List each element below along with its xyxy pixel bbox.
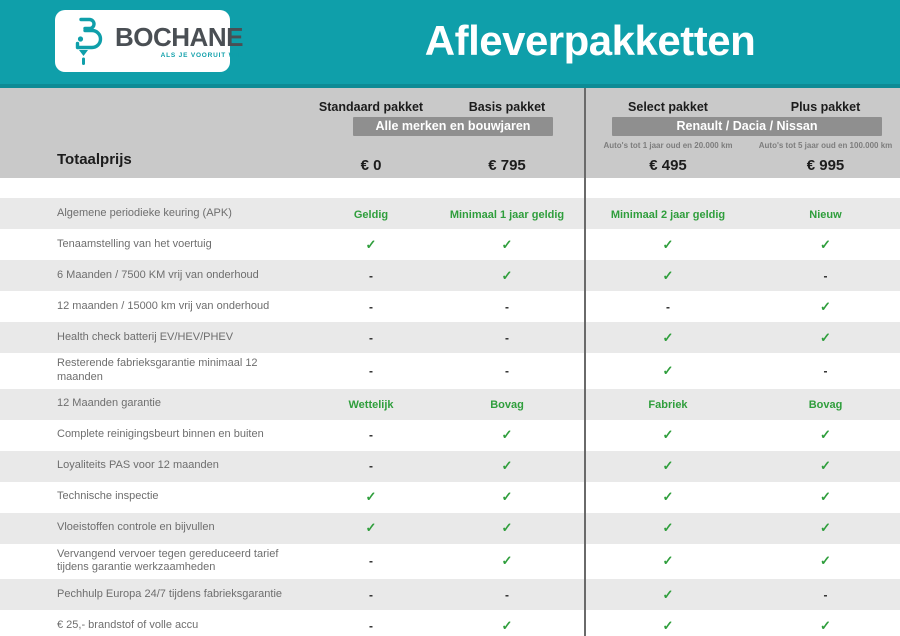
feature-value [429,267,585,285]
check-icon: ✓ [820,298,831,314]
column-header-plus-pakket: Plus pakket [790,99,861,114]
dash-icon: - [666,299,670,314]
group-divider-line [584,88,586,636]
feature-value [313,267,429,285]
brand-name: BOCHANE [115,21,243,52]
check-icon: ✓ [662,267,674,283]
check-icon: ✓ [501,617,513,633]
feature-value [751,395,900,413]
check-icon: ✓ [820,458,831,473]
brand-logo [55,10,243,72]
feature-label: Vervangend vervoer tegen gereduceerd tarief tijdens garantie werkzaamheden [57,547,279,574]
feature-value [429,586,585,604]
feature-label: 12 maanden / 15000 km vrij van onderhoud [57,299,270,312]
feature-value [585,236,751,254]
check-icon: ✓ [662,458,674,473]
check-icon: ✓ [501,267,513,283]
check-icon: ✓ [365,489,377,504]
check-icon: ✓ [820,520,831,535]
value-text: Minimaal 1 jaar geldig [449,208,565,221]
feature-label: 12 Maanden garantie [57,397,161,410]
check-icon: ✓ [365,520,377,535]
check-icon: ✓ [820,553,831,569]
dash-icon: - [505,363,509,378]
feature-label: Technische inspectie [57,490,159,503]
feature-table-body [0,198,900,636]
feature-value [429,298,585,316]
check-icon: ✓ [501,489,513,504]
dash-icon: - [369,363,373,378]
feature-row [0,482,900,513]
check-icon: ✓ [501,458,513,473]
column-header-standaard-pakket: Standaard pakket [318,99,424,114]
feature-row [0,451,900,482]
feature-value [429,362,585,380]
feature-value [585,519,751,537]
value-text: Wettelijk [348,399,394,411]
feature-value [751,488,900,506]
feature-value [313,329,429,347]
feature-value [751,426,900,444]
check-icon: ✓ [662,427,674,442]
header [0,0,900,88]
check-icon: ✓ [820,329,831,345]
dash-icon: - [369,299,373,314]
dash-icon: - [505,299,509,314]
feature-value [429,236,585,254]
check-icon: ✓ [662,553,674,569]
feature-row [0,513,900,544]
feature-label: € 25,- brandstof of volle accu [57,618,199,631]
check-icon: ✓ [662,520,674,535]
check-icon: ✓ [662,617,674,633]
column-price-select: € 495 [649,156,687,174]
column-price-plus: € 995 [806,156,845,174]
dash-icon: - [505,587,509,602]
feature-value [313,362,429,380]
dash-icon: - [369,268,373,283]
feature-value [313,617,429,635]
table-header [0,88,900,178]
check-icon: ✓ [501,553,513,569]
feature-value [751,552,900,570]
feature-value [751,236,900,254]
feature-row [0,579,900,610]
feature-value [585,362,751,380]
feature-value [751,329,900,347]
feature-value [429,205,585,223]
feature-value [585,488,751,506]
value-text: Bovag [808,399,843,411]
check-icon: ✓ [820,489,831,504]
feature-value [585,617,751,635]
check-icon: ✓ [365,236,377,252]
check-icon: ✓ [662,329,674,345]
check-icon: ✓ [662,362,674,378]
feature-value [585,298,751,316]
feature-label: Complete reinigingsbeurt binnen en buiten [57,428,264,441]
feature-row [0,260,900,291]
value-text: Bovag [490,399,524,411]
feature-value [585,395,751,413]
feature-value [313,586,429,604]
column-header-basis-pakket: Basis pakket [468,99,546,114]
check-icon: ✓ [662,489,674,504]
feature-value [585,267,751,285]
brand-tagline: ALS JE VOORUIT WIL [160,51,243,59]
dash-icon: - [823,363,828,378]
feature-value [751,617,900,635]
dash-icon: - [369,554,373,569]
group-banner-renault-dacia-nissan: Renault / Dacia / Nissan [612,117,882,136]
feature-value [429,519,585,537]
feature-value [313,519,429,537]
dash-icon: - [823,587,828,602]
feature-label: Resterende fabrieksgarantie minimaal 12 maanden [57,357,258,383]
dash-icon: - [369,330,373,345]
dash-icon: - [369,459,373,473]
feature-row [0,229,900,260]
feature-row [0,291,900,322]
value-text: Minimaal 2 jaar geldig [610,208,726,221]
feature-row [0,544,900,580]
feature-row [0,322,900,353]
feature-row [0,389,900,420]
feature-label: Tenaamstelling van het voertuig [57,237,212,250]
dash-icon: - [823,268,828,283]
feature-value [751,586,900,604]
feature-value [313,552,429,570]
feature-value [585,586,751,604]
feature-value [585,205,751,223]
logo-dot [78,36,83,41]
value-text: Fabriek [648,399,688,411]
check-icon: ✓ [501,520,513,535]
feature-value [585,426,751,444]
feature-value [751,267,900,285]
feature-value [429,617,585,635]
feature-value [429,488,585,506]
feature-value [313,457,429,475]
feature-value [313,205,429,223]
feature-value [313,395,429,413]
total-price-label: Totaalprijs [57,151,132,168]
feature-value [751,205,900,223]
bochane-logo-icon [67,15,109,67]
column-sublabel-plus: Auto's tot 5 jaar oud en 100.000 km [758,141,893,150]
feature-label: Pechhulp Europa 24/7 tijdens fabrieksgarantie [57,587,283,600]
feature-value [585,457,751,475]
feature-row [0,610,900,636]
check-icon: ✓ [662,236,674,252]
feature-value [751,362,900,380]
feature-value [751,457,900,475]
feature-label: Health check batterij EV/HEV/PHEV [57,330,234,343]
feature-value [313,298,429,316]
value-text: Nieuw [809,208,842,221]
feature-value [429,457,585,475]
dash-icon: - [369,428,373,442]
dash-icon: - [369,587,373,602]
feature-label: 6 Maanden / 7500 KM vrij van onderhoud [57,268,259,281]
feature-value [429,395,585,413]
feature-value [751,519,900,537]
column-price-standaard: € 0 [360,156,382,174]
logo-tail [79,50,88,56]
check-icon: ✓ [501,236,513,252]
page-title: Afleverpakketten [424,17,756,64]
feature-value [585,329,751,347]
feature-value [429,329,585,347]
feature-value [585,552,751,570]
column-sublabel-select: Auto's tot 1 jaar oud en 20.000 km [603,141,733,150]
column-price-basis: € 795 [488,156,526,174]
check-icon: ✓ [820,617,831,633]
feature-value [751,298,900,316]
feature-row [0,198,900,229]
feature-label: Algemene periodieke keuring (APK) [57,206,232,219]
check-icon: ✓ [501,427,513,442]
feature-row [0,353,900,389]
dash-icon: - [369,618,373,633]
check-icon: ✓ [820,427,831,442]
group-banner-all-brands: Alle merken en bouwjaren [353,117,553,136]
feature-value [429,426,585,444]
feature-label: Loyaliteits PAS voor 12 maanden [57,459,219,472]
feature-value [313,488,429,506]
feature-label: Vloeistoffen controle en bijvullen [57,521,215,534]
header-body-gap [0,178,900,198]
value-text: Geldig [353,208,389,221]
column-header-select-pakket: Select pakket [628,99,708,114]
check-icon: ✓ [662,586,674,602]
brand-text [115,21,243,59]
check-icon: ✓ [820,236,831,252]
dash-icon: - [505,330,509,345]
feature-value [313,426,429,444]
feature-row [0,420,900,451]
feature-value [429,552,585,570]
feature-value [313,236,429,254]
